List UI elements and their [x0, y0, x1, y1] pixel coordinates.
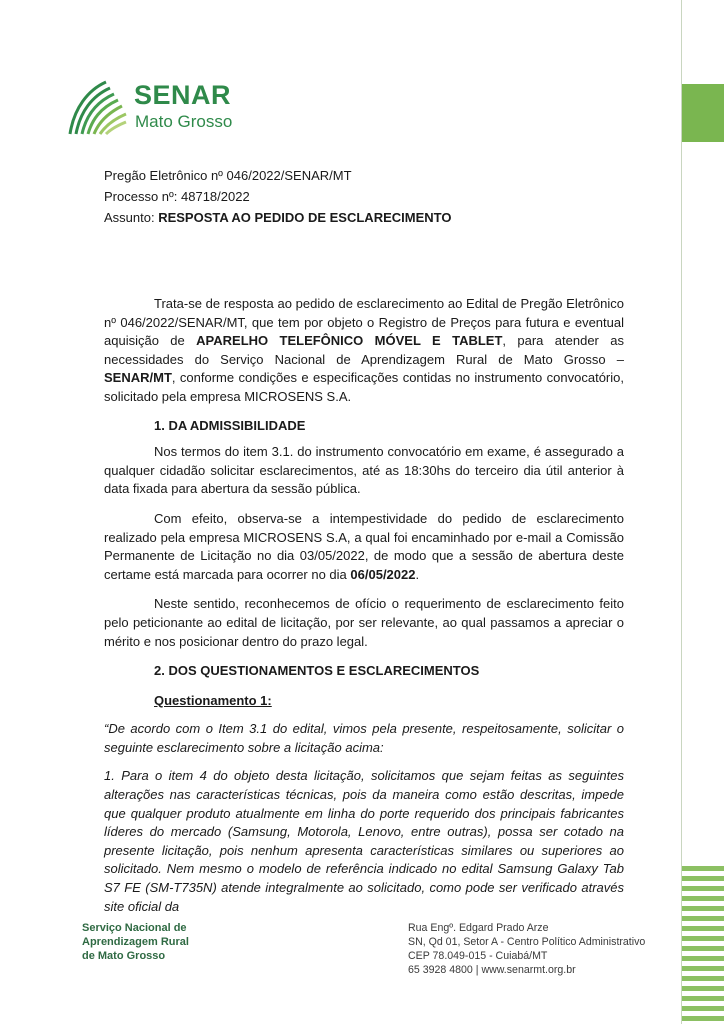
document-body: [104, 295, 624, 916]
processo-line: Processo nº: 48718/2022: [104, 189, 250, 204]
footer-address-line-1: Rua Engº. Edgard Prado Arze: [408, 922, 549, 934]
pregao-line: Pregão Eletrônico nº 046/2022/SENAR/MT: [104, 168, 352, 183]
stripe: [682, 896, 724, 901]
stripe: [682, 906, 724, 911]
p2-end: .: [415, 566, 420, 582]
logo-subtitle: Mato Grosso: [135, 112, 233, 131]
footer-address-line-2: SN, Qd 01, Setor A - Centro Político Administrativo: [408, 936, 646, 948]
intro-text-3: , conforme condições e especificações contidas no instrumento convocatório, solicitado pela empresa MICROSENS S.A.: [104, 370, 624, 404]
assunto-label: Assunto:: [104, 210, 159, 225]
stripe: [682, 926, 724, 931]
admissibilidade-paragraph-2: [104, 510, 624, 584]
assunto-value: RESPOSTA AO PEDIDO DE ESCLARECIMENTO: [158, 210, 452, 225]
quote-paragraph-2: 1. Para o item 4 do objeto desta licitação, solicitamos que sejam feitas as seguintes alterações nas características técnicas, pois da maneira como estão descritas, impede que qualquer produto atualmente em linha do porte requerido dos principais fabricantes líderes do mercado (Samsung, Motorola, Lenovo, entre outras), possa ser cotado na presente licitação, pois nenhum apresenta características similares ou superiores ao solicitado. Nem mesmo o modelo de referência indicado no edital Samsung Galaxy Tab S7 FE (SM-T735N) atende integralmente ao solicitado, como pode ser verificado através site oficial da: [104, 768, 624, 914]
quote-paragraph-1: “De acordo com o Item 3.1 do edital, vimos pela presente, respeitosamente, solicitar o seguinte esclarecimento sobre a licitação acima:: [104, 721, 624, 755]
assunto-line: [104, 207, 624, 228]
document-header: [104, 165, 624, 228]
intro-object-bold: APARELHO TELEFÔNICO MÓVEL E TABLET: [196, 333, 503, 349]
footer-organization: [82, 921, 189, 963]
questionamento-label: Questionamento 1:: [154, 692, 272, 708]
footer-address: [408, 921, 645, 977]
admissibilidade-paragraph-3: Neste sentido, reconhecemos de ofício o requerimento de esclarecimento feito pelo peticionante ao edital de licitação, por ser relevante, ao qual passamos a apreciar o mérito e nos posicionar dentro do prazo legal.: [104, 596, 624, 649]
right-stripes-decoration: [682, 866, 724, 1026]
stripe: [682, 936, 724, 941]
stripe: [682, 976, 724, 981]
intro-paragraph: [104, 295, 624, 407]
stripe: [682, 986, 724, 991]
footer-org-line-3: de Mato Grosso: [82, 950, 166, 962]
section1-heading: 1. DA ADMISSIBILIDADE: [154, 417, 306, 433]
footer-address-line-3: CEP 78.049-015 - Cuiabá/MT: [408, 950, 548, 962]
intro-senar-bold: SENAR/MT: [104, 370, 172, 386]
footer-org-line-1: Serviço Nacional de: [82, 922, 187, 934]
p2-date: 06/05/2022: [350, 566, 416, 582]
stripe: [682, 886, 724, 891]
stripe: [682, 1006, 724, 1011]
admissibilidade-paragraph-1: Nos termos do item 3.1. do instrumento convocatório em exame, é assegurado a qualquer cidadão solicitar esclarecimentos, até as 18:30hs do terceiro dia útil anterior à data fixada para abertura da sessão pública.: [104, 444, 624, 497]
stripe: [682, 1016, 724, 1021]
stripe: [682, 996, 724, 1001]
stripe: [682, 916, 724, 921]
logo-title: SENAR: [134, 80, 232, 110]
section2-heading: 2. DOS QUESTIONAMENTOS E ESCLARECIMENTOS: [154, 663, 480, 679]
footer-contact-line: 65 3928 4800 | www.senarmt.org.br: [408, 964, 576, 976]
right-accent-block: [682, 84, 724, 142]
intro-text-2: , para atender as necessidades do Serviço Nacional de Aprendizagem Rural de Mato Grosso –: [104, 333, 624, 367]
stripe: [682, 876, 724, 881]
stripe: [682, 966, 724, 971]
stripe: [682, 956, 724, 961]
footer-org-line-2: Aprendizagem Rural: [82, 936, 189, 948]
intro-text-1: Trata-se de resposta ao pedido de esclarecimento ao Edital de Pregão Eletrônico nº 046/2022/SENAR/MT, que tem por objeto o Registro de Preços para futura e eventual aquisição de: [104, 296, 624, 349]
stripe: [682, 866, 724, 871]
p2-text: Com efeito, observa-se a intempestividade do pedido de esclarecimento realizado pela empresa MICROSENS S.A, a qual foi encaminhado por e-mail a Comissão Permanente de Licitação no dia 03/05/2022, de modo que a sessão de abertura deste certame está marcada para ocorrer no dia: [104, 510, 624, 582]
senar-leaf-icon: [66, 76, 128, 136]
stripe: [682, 946, 724, 951]
senar-logo: [66, 76, 256, 136]
